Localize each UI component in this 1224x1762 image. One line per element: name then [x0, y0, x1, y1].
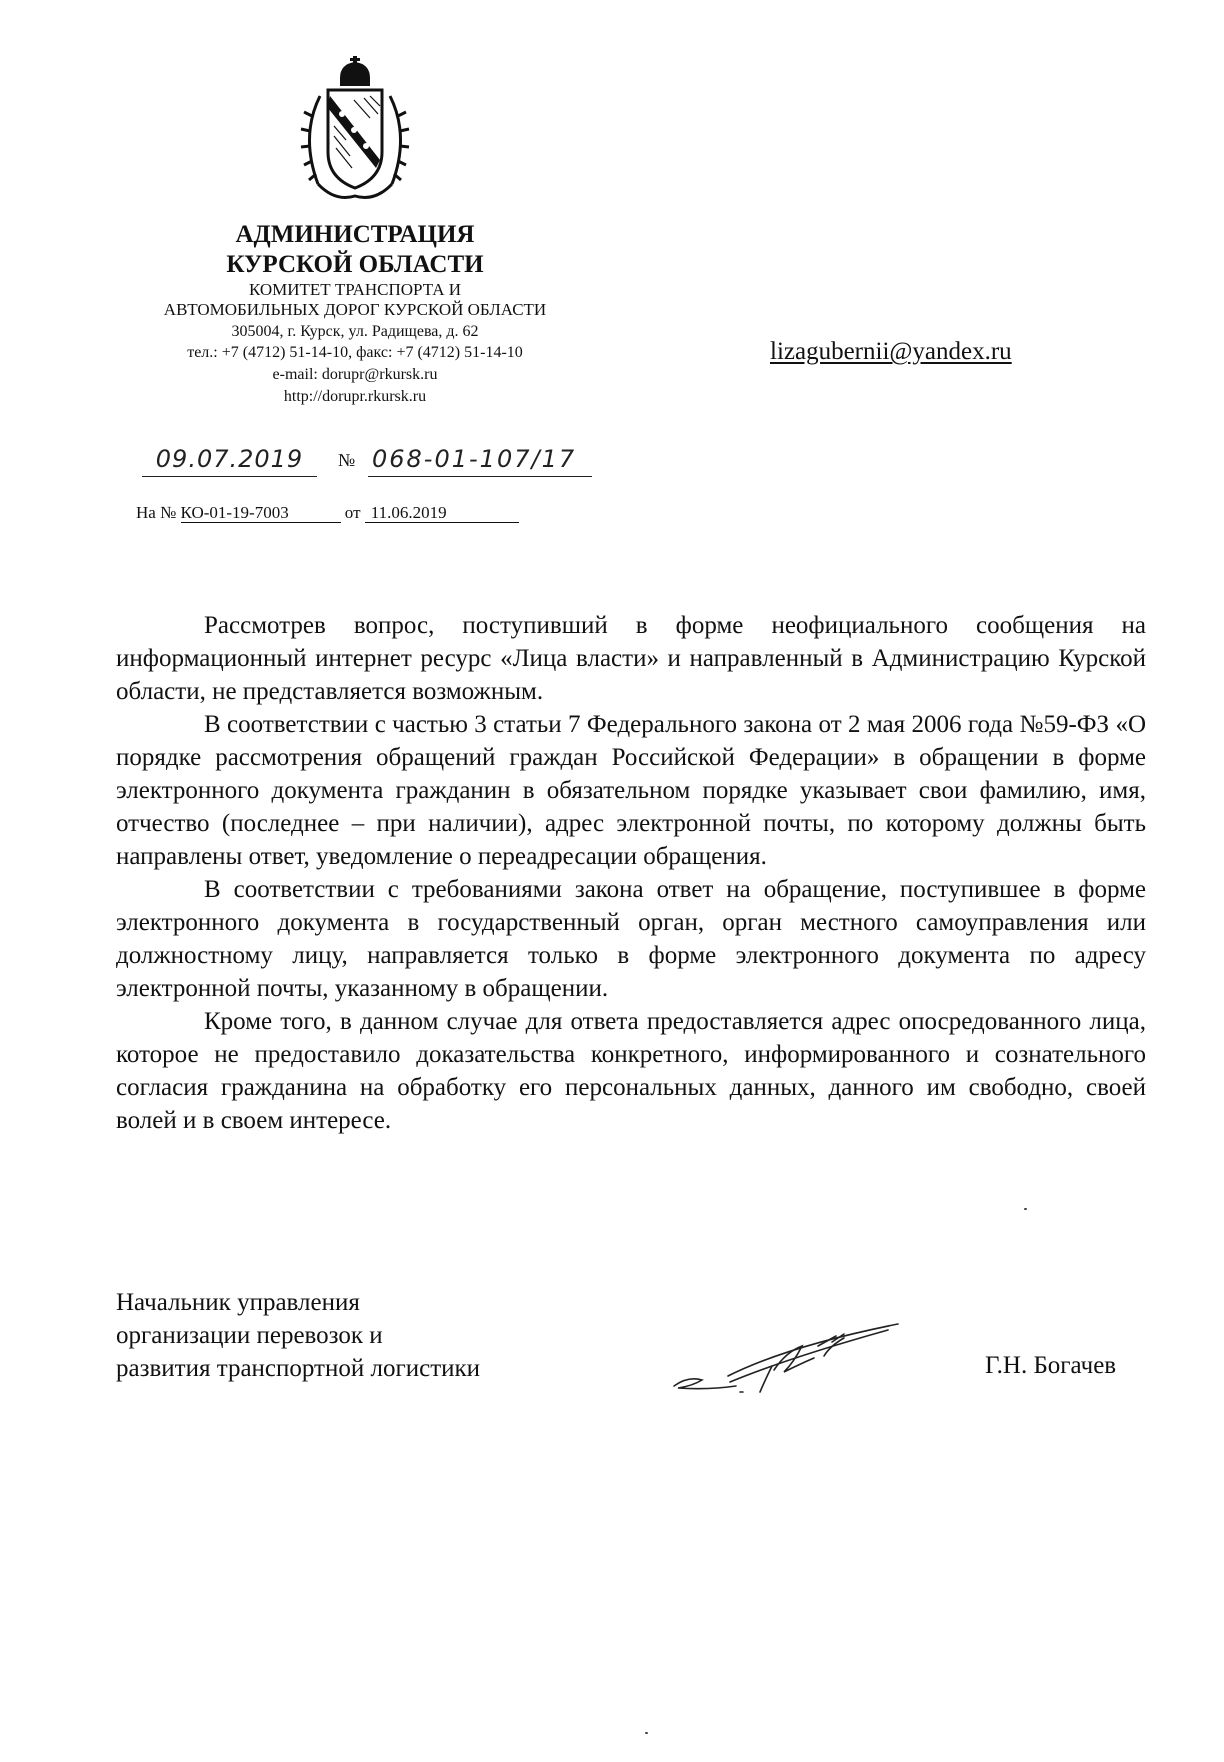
registration-line — [130, 442, 600, 486]
recipient-email: lizagubernii@yandex.ru — [770, 338, 1012, 365]
reference-number: КО-01-19-7003 — [181, 504, 341, 523]
signer-title — [116, 1286, 480, 1385]
org-address: 305004, г. Курск, ул. Радищева, д. 62 — [231, 322, 479, 340]
scan-speck — [1024, 1208, 1027, 1210]
signer-title-line1: Начальник управления — [116, 1289, 360, 1316]
reference-date: 11.06.2019 — [365, 504, 519, 523]
body-paragraph: В соответствии с частью 3 статьи 7 Федерального закона от 2 мая 2006 года №59-ФЗ «О порядке рассмотрения обращений граждан Российской Федерации» в обращении в форме электронного документа гражданин в обязательном порядке указывает свои фамилию, имя, отчество (последнее – при наличии), адрес электронной почты, по которому должны быть направлены ответ, уведомление о переадресации обращения. — [116, 711, 1146, 870]
reference-from-label: от — [344, 503, 361, 522]
dept-name-line1: КОМИТЕТ ТРАНСПОРТА И — [248, 280, 462, 299]
org-name-line2: КУРСКОЙ ОБЛАСТИ — [226, 251, 484, 278]
scan-speck — [645, 1732, 648, 1734]
letterhead — [100, 220, 610, 407]
kursk-coat-of-arms-icon — [290, 56, 420, 206]
org-name-line1: АДМИНИСТРАЦИЯ — [235, 221, 475, 248]
body-paragraph: В соответствии с требованиями закона ответ на обращение, поступившее в форме электронного документа в государственный орган, орган местного самоуправления или должностному лицу, направляется только в форме электронного документа по адресу электронной почты, указанному в обращении. — [116, 876, 1146, 1002]
reference-line — [136, 503, 519, 523]
signer-name: Г.Н. Богачев — [985, 1352, 1117, 1379]
org-website: http://dorupr.rkursk.ru — [283, 387, 427, 405]
org-phone: тел.: +7 (4712) 51-14-10, факс: +7 (4712) 51-14-10 — [187, 344, 523, 362]
registration-number-label: № — [338, 450, 356, 470]
org-email: e-mail: dorupr@rkursk.ru — [272, 365, 438, 383]
signer-title-line3: развития транспортной логистики — [116, 1355, 481, 1382]
signer-title-line2: организации перевозок и — [116, 1322, 383, 1349]
handwritten-signature — [668, 1306, 908, 1398]
body-paragraph: Кроме того, в данном случае для ответа предоставляется адрес опосредованного лица, которое не предоставило доказательства конкретного, информированного и сознательного согласия гражданина на обработку его персональных данных, данного им свободно, своей волей и в своем интересе. — [116, 1008, 1146, 1134]
letter-body — [116, 609, 1146, 1137]
body-paragraph: Рассмотрев вопрос, поступивший в форме неофициального сообщения на информационный интернет ресурс «Лица власти» и направленный в Администрацию Курской области, не представляется возможным. — [116, 612, 1146, 705]
reference-label: На № — [136, 503, 177, 522]
registration-date: 09.07.2019 — [142, 442, 317, 477]
dept-name-line2: АВТОМОБИЛЬНЫХ ДОРОГ КУРСКОЙ ОБЛАСТИ — [163, 300, 547, 320]
registration-number: 068-01-107/17 — [368, 442, 592, 477]
